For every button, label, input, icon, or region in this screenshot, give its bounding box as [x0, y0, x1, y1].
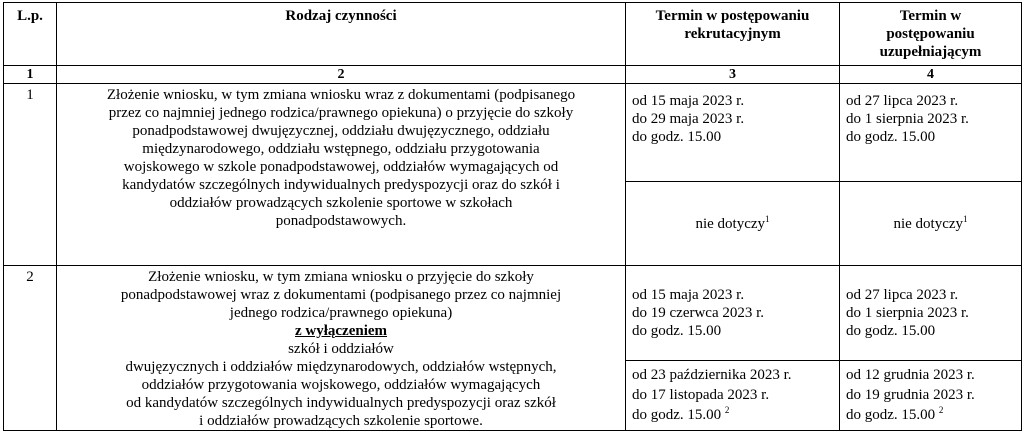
header-row	[4, 3, 1022, 66]
footnote-marker: 1	[765, 213, 770, 224]
date-line: do godz. 15.00	[632, 129, 722, 145]
header-termin-rek-line: rekrutacyjnym	[684, 26, 781, 42]
date-line: do 19 czerwca 2023 r.	[632, 305, 765, 321]
date-line	[632, 405, 833, 425]
header-termin-rek-line: Termin w postępowaniu	[655, 8, 810, 24]
header-termin-uzup-line: postępowaniu	[886, 26, 975, 42]
header-lp: L.p.	[4, 3, 57, 66]
row-number: 1	[4, 84, 57, 266]
date-line: do godz. 15.00	[846, 323, 936, 339]
termin-uzupelniajacy-cell	[840, 361, 1022, 431]
date-line: od 12 grudnia 2023 r.	[846, 367, 975, 384]
column-number: 1	[4, 66, 57, 84]
row-description	[57, 266, 626, 431]
date-line: od 15 maja 2023 r.	[632, 287, 745, 303]
column-number: 4	[840, 66, 1022, 84]
schedule-table	[3, 2, 1022, 431]
date-line	[846, 405, 1015, 425]
footnote-marker: 2	[724, 405, 730, 416]
date-line: do godz. 15.00	[632, 323, 722, 339]
header-termin-uzup-line: Termin w	[899, 8, 962, 24]
date-line: od 27 lipca 2023 r.	[846, 93, 959, 109]
date-line: do 29 maja 2023 r.	[632, 111, 745, 127]
description-line	[65, 304, 617, 358]
row-description	[57, 84, 626, 266]
header-termin-rekrutacyjny	[626, 3, 840, 66]
description-line: przez co najmniej jednego rodzica/prawnego opiekuna) o przyjęcie do szkoły	[108, 105, 574, 121]
description-line: oddziałów przygotowania wojskowego, oddziałów wymagających	[141, 377, 541, 393]
termin-rekrutacyjny-cell	[626, 361, 840, 431]
not-applicable-text: nie dotyczy	[695, 215, 766, 232]
description-line: od kandydatów szczególnych indywidualnych predyspozycji oraz szkół	[126, 395, 556, 411]
date-text: do godz. 15.00	[632, 407, 722, 424]
description-line: ponadpodstawowej dwujęzycznej, oddziału dwujęzycznego, oddziału	[132, 123, 550, 139]
header-rodzaj: Rodzaj czynności	[57, 3, 626, 66]
column-number: 3	[626, 66, 840, 84]
date-line: od 27 lipca 2023 r.	[846, 287, 959, 303]
date-line: do 17 listopada 2023 r.	[632, 387, 770, 404]
description-line: dwujęzycznych i oddziałów międzynarodowych, oddziałów wstępnych,	[125, 359, 557, 375]
termin-uzupelniajacy-cell	[840, 266, 1022, 361]
description-line: i oddziałów prowadzących szkolenie sportowe.	[199, 413, 483, 429]
not-applicable-text: nie dotyczy	[893, 215, 964, 232]
table-row	[4, 266, 1022, 361]
date-line: do 1 sierpnia 2023 r.	[846, 305, 969, 321]
column-number-row	[4, 66, 1022, 84]
termin-rekrutacyjny-cell	[626, 266, 840, 361]
description-line: kandydatów szczególnych indywidualnych predyspozycji oraz do szkół i	[122, 177, 560, 193]
date-line: do godz. 15.00	[846, 129, 936, 145]
header-termin-uzup-line: uzupełniającym	[879, 44, 982, 60]
description-line: międzynarodowego, oddziału wstępnego, oddziału przygotowania	[142, 141, 540, 157]
description-fragment: jednego rodzica/prawnego opiekuna)	[229, 305, 453, 321]
column-number: 2	[57, 66, 626, 84]
date-line: od 23 października 2023 r.	[632, 367, 792, 384]
termin-uzupelniajacy-cell	[840, 84, 1022, 182]
date-line: do 1 sierpnia 2023 r.	[846, 111, 969, 127]
termin-uzupelniajacy-cell	[840, 182, 1022, 266]
description-line: ponadpodstawowych.	[275, 213, 407, 229]
footnote-marker: 1	[963, 213, 968, 224]
description-fragment: szkół i oddziałów	[288, 341, 394, 357]
header-termin-uzupelniajacy	[840, 3, 1022, 66]
description-line: Złożenie wniosku, w tym zmiana wniosku wraz z dokumentami (podpisanego	[106, 87, 576, 103]
table-row	[4, 84, 1022, 182]
termin-rekrutacyjny-cell	[626, 84, 840, 182]
date-line: do 19 grudnia 2023 r.	[846, 387, 975, 404]
date-text: do godz. 15.00	[846, 407, 936, 424]
row-number: 2	[4, 266, 57, 431]
description-line: ponadpodstawowej wraz z dokumentami (podpisanego przez co najmniej	[120, 287, 562, 303]
footnote-marker: 2	[938, 405, 944, 416]
description-line: oddziałów prowadzących szkolenie sportowe w szkołach	[169, 195, 513, 211]
date-line: od 15 maja 2023 r.	[632, 93, 745, 109]
termin-rekrutacyjny-cell	[626, 182, 840, 266]
description-line: wojskowego w szkole ponadpodstawowej, oddziałów wymagających od	[123, 159, 559, 175]
description-line: Złożenie wniosku, w tym zmiana wniosku o przyjęcie do szkoły	[148, 269, 534, 285]
emphasized-exclusion: z wyłączeniem	[294, 323, 388, 339]
